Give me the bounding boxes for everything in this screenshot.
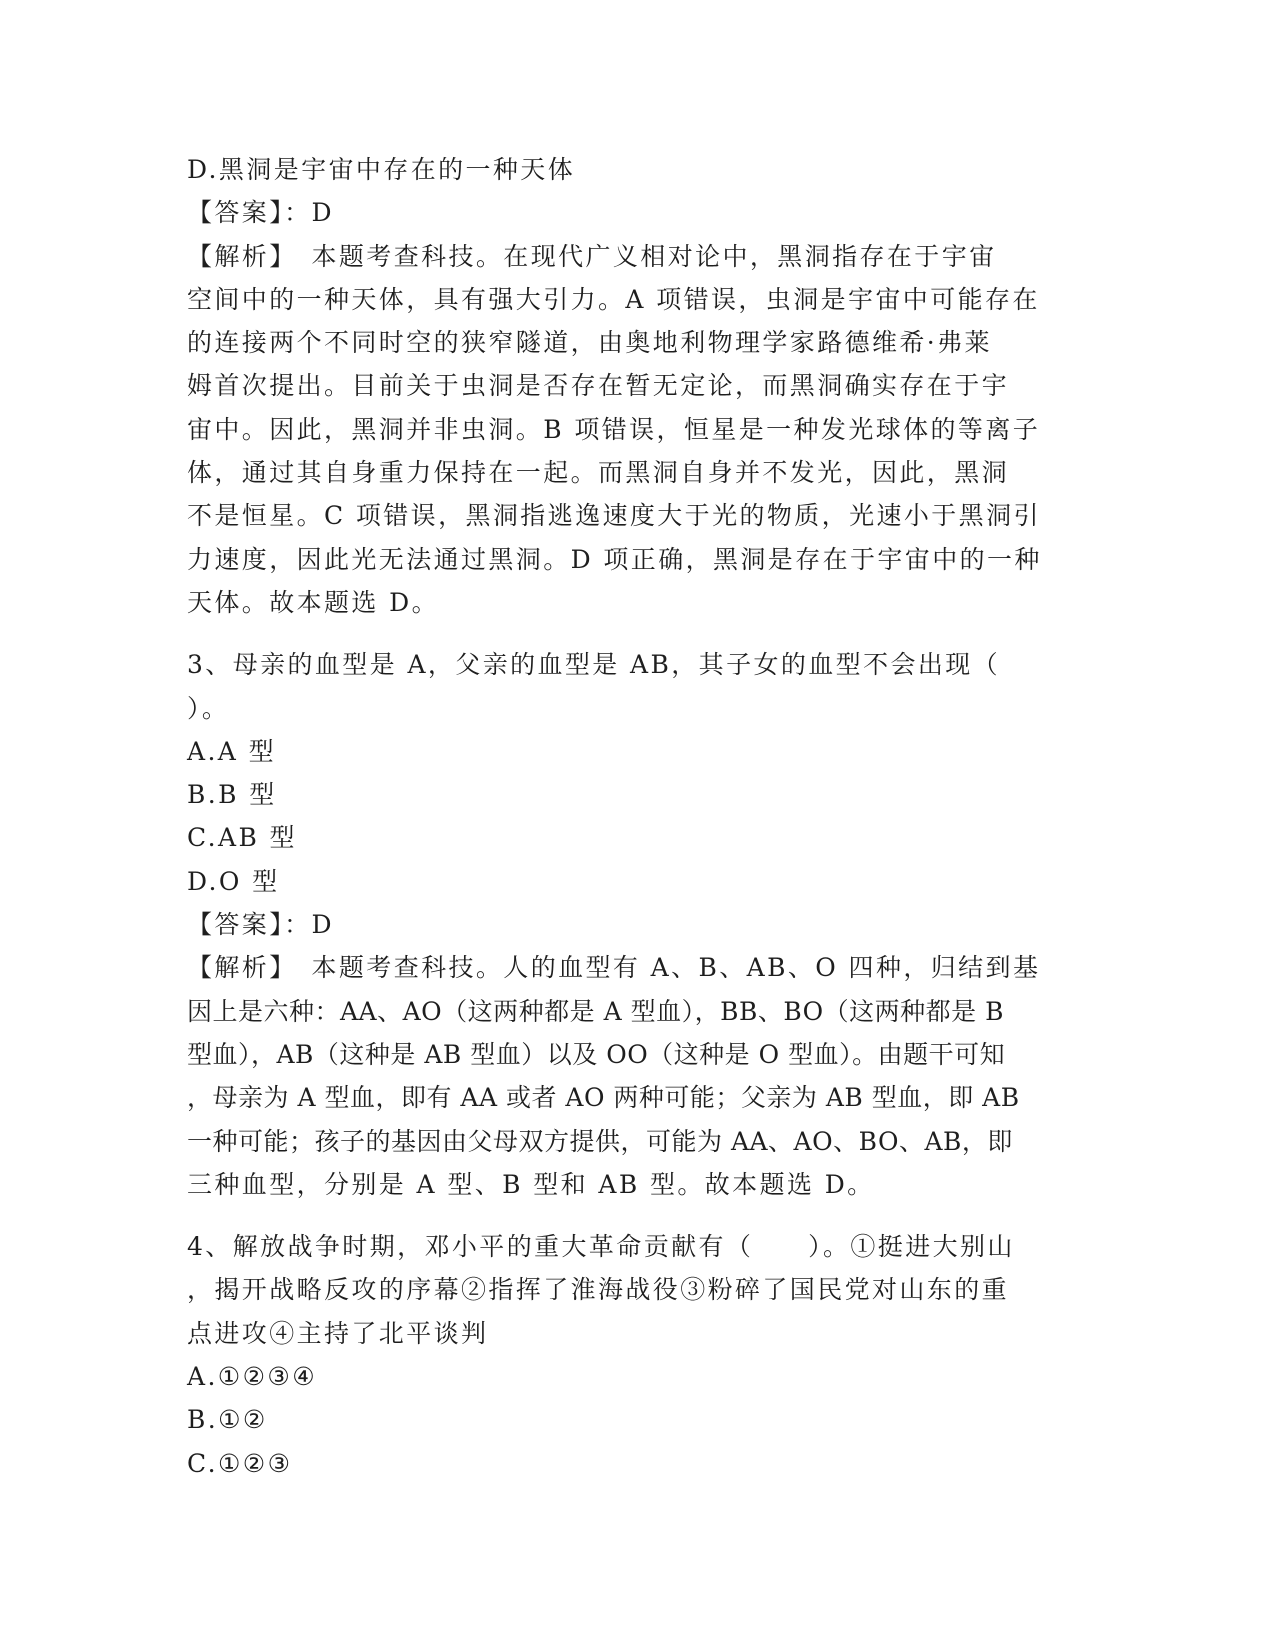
- q4-option-a: A.①②③④: [187, 1362, 318, 1392]
- q4-option-c: C.①②③: [187, 1448, 293, 1478]
- q2-analysis: [187, 235, 1087, 625]
- q2-analysis-line: 天体。故本题选 D。: [187, 587, 439, 617]
- q2-analysis-line: 不是恒星。C 项错误，黑洞指逃逸速度大于光的物质，光速小于黑洞引: [187, 501, 1041, 531]
- q2-option-d: D.黑洞是宇宙中存在的一种天体: [187, 155, 576, 184]
- q3-option-a: A.A 型: [187, 736, 277, 766]
- q3-stem-line: 3、母亲的血型是 A，父亲的血型是 AB，其子女的血型不会出现（: [187, 650, 1001, 680]
- q4-stem: [187, 1225, 1087, 1355]
- q3-stem: [187, 643, 1087, 730]
- q3-analysis-line: 一种可能；孩子的基因由父母双方提供，可能为 AA、AO、BO、AB，即: [187, 1126, 1013, 1156]
- q2-analysis-line: 的连接两个不同时空的狭窄隧道，由奥地利物理学家路德维希·弗莱: [187, 328, 992, 358]
- document-body: [187, 148, 1087, 1485]
- q2-analysis-line: 体，通过其自身重力保持在一起。而黑洞自身并不发光，因此，黑洞: [187, 458, 1010, 488]
- q2-analysis-line: 【解析】 本题考查科技。在现代广义相对论中，黑洞指存在于宇宙: [187, 241, 997, 271]
- q2-answer: 【答案】：D: [187, 198, 334, 228]
- question-spacer: [187, 624, 1087, 643]
- q3-option-c: C.AB 型: [187, 823, 297, 853]
- q2-analysis-line: 力速度，因此光无法通过黑洞。D 项正确，黑洞是存在于宇宙中的一种: [187, 544, 1042, 574]
- q4-stem-line: 4、解放战争时期，邓小平的重大革命贡献有（ ）。①挺进大别山: [187, 1232, 1015, 1262]
- q4-stem-line: 点进攻④主持了北平谈判: [187, 1318, 489, 1348]
- q3-option-d: D.O 型: [187, 866, 280, 896]
- q3-analysis-line: 三种血型，分别是 A 型、B 型和 AB 型。故本题选 D。: [187, 1169, 875, 1199]
- q2-analysis-line: 空间中的一种天体，具有强大引力。A 项错误，虫洞是宇宙中可能存在: [187, 284, 1040, 314]
- q3-analysis-line: 【解析】 本题考查科技。人的血型有 A、B、AB、O 四种，归结到基: [187, 953, 1041, 983]
- q4-stem-line: ，揭开战略反攻的序幕②指挥了淮海战役③粉碎了国民党对山东的重: [187, 1275, 1010, 1305]
- q3-analysis-line: ，母亲为 A 型血，即有 AA 或者 AO 两种可能；父亲为 AB 型血，即 AB: [187, 1083, 1020, 1113]
- q4-option-b: B.①②: [187, 1405, 268, 1435]
- q2-analysis-line: 姆首次提出。目前关于虫洞是否存在暂无定论，而黑洞确实存在于宇: [187, 371, 1010, 401]
- q3-option-b: B.B 型: [187, 780, 277, 810]
- question-spacer: [187, 1206, 1087, 1225]
- q3-stem-line: ）。: [187, 693, 230, 723]
- q3-analysis: [187, 946, 1087, 1206]
- q3-analysis-line: 型血），AB（这种是 AB 型血）以及 OO（这种是 O 型血）。由题干可知: [187, 1039, 1006, 1069]
- q3-answer: 【答案】：D: [187, 910, 334, 940]
- q3-analysis-line: 因上是六种：AA、AO（这两种都是 A 型血），BB、BO（这两种都是 B: [187, 996, 1005, 1026]
- q2-analysis-line: 宙中。因此，黑洞并非虫洞。B 项错误，恒星是一种发光球体的等离子: [187, 414, 1041, 444]
